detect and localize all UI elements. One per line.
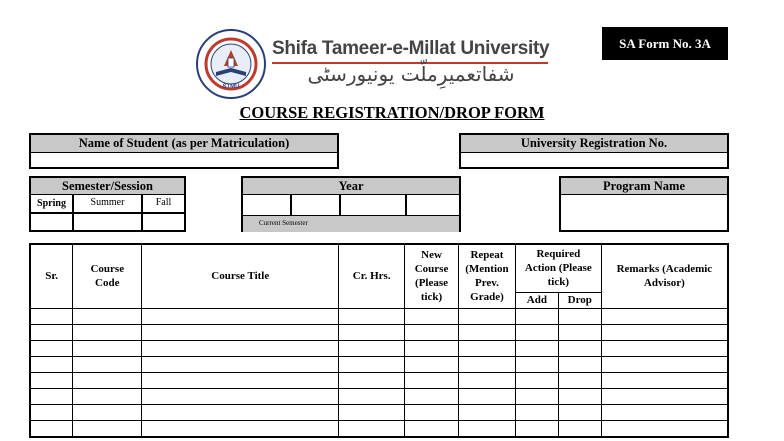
university-name: Shifa Tameer-e-Millat University — [272, 38, 550, 59]
cell-repeat[interactable] — [458, 340, 515, 356]
cell-sr[interactable] — [30, 420, 73, 437]
cell-add[interactable] — [515, 308, 558, 324]
course-row — [30, 356, 728, 372]
cell-repeat[interactable] — [458, 308, 515, 324]
cell-sr[interactable] — [30, 388, 73, 404]
cell-sr[interactable] — [30, 356, 73, 372]
cell-course-code[interactable] — [73, 388, 142, 404]
cell-course-code[interactable] — [73, 340, 142, 356]
cell-new-course[interactable] — [405, 324, 459, 340]
summer-tick-box[interactable] — [73, 213, 142, 231]
fall-tick-box[interactable] — [142, 213, 184, 231]
course-row — [30, 308, 728, 324]
current-semester-label: Current Semester — [243, 216, 459, 232]
course-row — [30, 324, 728, 340]
cell-drop[interactable] — [558, 340, 601, 356]
cell-course-code[interactable] — [73, 324, 142, 340]
cell-cr-hrs[interactable] — [339, 388, 405, 404]
header-remarks: Remarks (Academic Advisor) — [601, 244, 728, 308]
program-box — [559, 176, 729, 232]
header-course-code: Course Code — [73, 244, 142, 308]
cell-drop[interactable] — [558, 420, 601, 437]
cell-drop[interactable] — [558, 324, 601, 340]
cell-drop[interactable] — [558, 356, 601, 372]
year-digit-2[interactable] — [291, 195, 340, 215]
cell-new-course[interactable] — [405, 340, 459, 356]
cell-remarks[interactable] — [601, 356, 728, 372]
cell-add[interactable] — [515, 340, 558, 356]
cell-cr-hrs[interactable] — [339, 372, 405, 388]
cell-course-code[interactable] — [73, 420, 142, 437]
course-row — [30, 372, 728, 388]
course-row — [30, 404, 728, 420]
cell-remarks[interactable] — [601, 388, 728, 404]
program-field[interactable] — [561, 195, 727, 231]
cell-cr-hrs[interactable] — [339, 308, 405, 324]
semester-box — [29, 176, 186, 232]
cell-course-title[interactable] — [142, 356, 339, 372]
cell-repeat[interactable] — [458, 324, 515, 340]
cell-drop[interactable] — [558, 372, 601, 388]
cell-cr-hrs[interactable] — [339, 324, 405, 340]
cell-drop[interactable] — [558, 308, 601, 324]
cell-remarks[interactable] — [601, 308, 728, 324]
university-name-urdu: شفاتعمیرِملّت یونیورسٹی — [307, 62, 515, 86]
cell-remarks[interactable] — [601, 372, 728, 388]
student-name-box — [29, 133, 339, 169]
cell-course-code[interactable] — [73, 308, 142, 324]
year-digit-1[interactable] — [243, 195, 291, 215]
cell-cr-hrs[interactable] — [339, 340, 405, 356]
cell-add[interactable] — [515, 388, 558, 404]
cell-course-code[interactable] — [73, 356, 142, 372]
header-required-action: Required Action (Please tick) — [515, 244, 601, 292]
cell-course-title[interactable] — [142, 420, 339, 437]
course-row — [30, 388, 728, 404]
year-box — [241, 176, 461, 232]
cell-repeat[interactable] — [458, 372, 515, 388]
cell-add[interactable] — [515, 372, 558, 388]
cell-new-course[interactable] — [405, 404, 459, 420]
semester-label: Semester/Session — [31, 178, 184, 195]
cell-add[interactable] — [515, 420, 558, 437]
header-sr: Sr. — [30, 244, 73, 308]
cell-repeat[interactable] — [458, 404, 515, 420]
spring-tick-box[interactable] — [31, 213, 73, 231]
course-row — [30, 340, 728, 356]
student-name-field[interactable] — [31, 153, 337, 168]
cell-new-course[interactable] — [405, 356, 459, 372]
cell-course-code[interactable] — [73, 404, 142, 420]
year-digit-3[interactable] — [340, 195, 406, 215]
cell-remarks[interactable] — [601, 324, 728, 340]
cell-cr-hrs[interactable] — [339, 420, 405, 437]
header-new-course: New Course (Please tick) — [405, 244, 459, 308]
header-course-title: Course Title — [142, 244, 339, 308]
cell-add[interactable] — [515, 404, 558, 420]
semester-option-fall: Fall — [142, 195, 184, 213]
course-table — [29, 243, 729, 438]
semester-option-summer: Summer — [73, 195, 142, 213]
cell-course-title[interactable] — [142, 324, 339, 340]
cell-repeat[interactable] — [458, 420, 515, 437]
cell-add[interactable] — [515, 356, 558, 372]
cell-cr-hrs[interactable] — [339, 404, 405, 420]
cell-new-course[interactable] — [405, 388, 459, 404]
cell-course-code[interactable] — [73, 372, 142, 388]
cell-add[interactable] — [515, 324, 558, 340]
cell-remarks[interactable] — [601, 404, 728, 420]
program-label: Program Name — [561, 178, 727, 195]
header-add: Add — [515, 292, 558, 308]
cell-cr-hrs[interactable] — [339, 356, 405, 372]
course-row — [30, 420, 728, 437]
cell-sr[interactable] — [30, 324, 73, 340]
cell-drop[interactable] — [558, 388, 601, 404]
cell-course-title[interactable] — [142, 388, 339, 404]
cell-sr[interactable] — [30, 404, 73, 420]
cell-course-title[interactable] — [142, 404, 339, 420]
year-digit-4[interactable] — [406, 195, 459, 215]
header-repeat: Repeat (Mention Prev. Grade) — [458, 244, 515, 308]
header-cr-hrs: Cr. Hrs. — [339, 244, 405, 308]
registration-box — [459, 133, 729, 169]
cell-course-title[interactable] — [142, 372, 339, 388]
university-logo — [194, 28, 268, 100]
registration-field[interactable] — [461, 153, 727, 168]
cell-course-title[interactable] — [142, 308, 339, 324]
logo-bottom-text: STMU — [222, 84, 240, 90]
student-name-label: Name of Student (as per Matriculation) — [31, 135, 337, 153]
cell-repeat[interactable] — [458, 356, 515, 372]
cell-sr[interactable] — [30, 308, 73, 324]
cell-sr[interactable] — [30, 372, 73, 388]
form-title: COURSE REGISTRATION/DROP FORM — [239, 103, 545, 122]
form-number-badge: SA Form No. 3A — [602, 27, 728, 60]
cell-repeat[interactable] — [458, 388, 515, 404]
registration-label: University Registration No. — [461, 135, 727, 153]
cell-course-title[interactable] — [142, 340, 339, 356]
cell-new-course[interactable] — [405, 308, 459, 324]
year-label: Year — [243, 178, 459, 195]
cell-new-course[interactable] — [405, 372, 459, 388]
cell-sr[interactable] — [30, 340, 73, 356]
cell-remarks[interactable] — [601, 420, 728, 437]
header-drop: Drop — [558, 292, 601, 308]
cell-remarks[interactable] — [601, 340, 728, 356]
semester-option-spring: Spring — [31, 195, 73, 213]
cell-drop[interactable] — [558, 404, 601, 420]
cell-new-course[interactable] — [405, 420, 459, 437]
